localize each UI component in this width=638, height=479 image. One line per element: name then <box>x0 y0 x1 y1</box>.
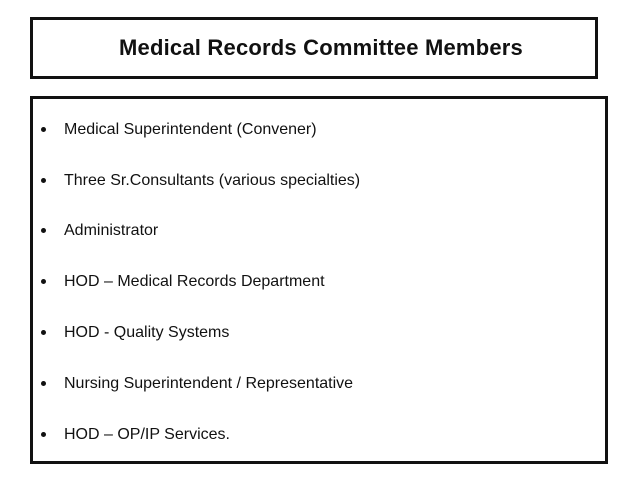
member-item-text: Nursing Superintendent / Representative <box>64 375 354 392</box>
bullet-icon <box>41 432 46 437</box>
bullet-icon <box>41 127 46 132</box>
member-item-convener <box>33 118 317 142</box>
member-item-hod-medical-records <box>33 270 325 294</box>
member-item-nursing <box>33 372 353 396</box>
member-item-text: HOD - Quality Systems <box>64 324 230 341</box>
bullet-icon <box>41 178 46 183</box>
member-item-administrator <box>33 219 158 243</box>
slide-title: Medical Records Committee Members <box>119 35 523 60</box>
slide-title-box <box>30 17 598 79</box>
member-item-hod-opip <box>33 423 230 447</box>
bullet-icon <box>41 381 46 386</box>
member-item-text: Administrator <box>64 222 159 239</box>
member-item-consultants <box>33 169 360 193</box>
member-item-hod-quality <box>33 321 229 345</box>
bullet-icon <box>41 330 46 335</box>
member-item-text: HOD – OP/IP Services. <box>64 426 230 443</box>
member-item-text: HOD – Medical Records Department <box>64 273 325 290</box>
members-box <box>30 96 608 464</box>
member-item-text: Medical Superintendent (Convener) <box>64 121 317 138</box>
bullet-icon <box>41 279 46 284</box>
bullet-icon <box>41 228 46 233</box>
member-item-text: Three Sr.Consultants (various specialties) <box>64 172 361 189</box>
